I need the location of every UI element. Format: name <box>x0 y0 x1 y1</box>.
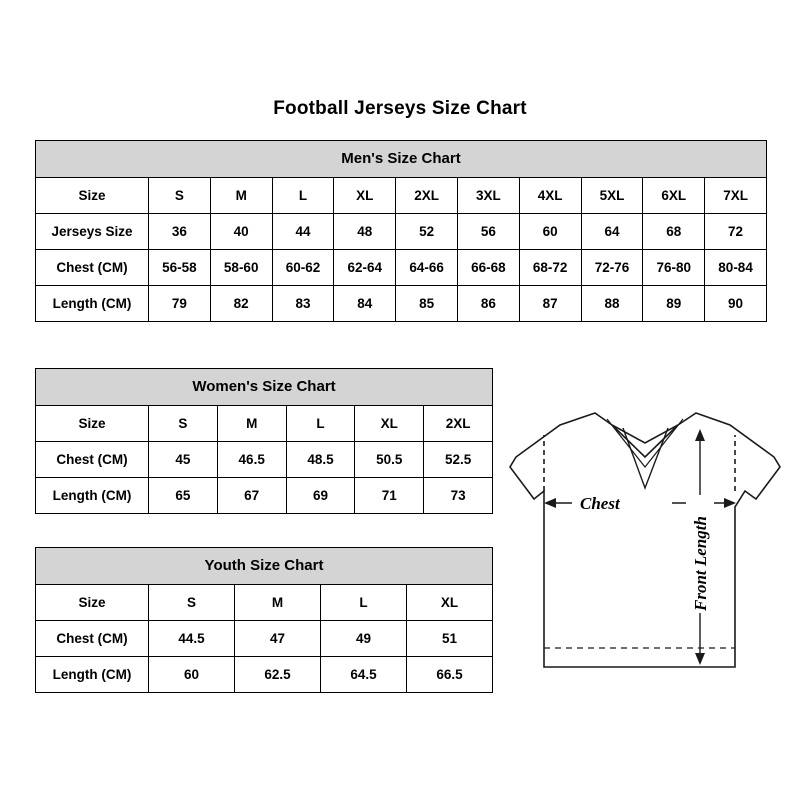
row-header: Jerseys Size <box>36 214 149 250</box>
page-title: Football Jerseys Size Chart <box>273 98 527 119</box>
table-cell: 62-64 <box>334 250 396 286</box>
youth-table-caption: Youth Size Chart <box>35 547 493 584</box>
table-cell: 89 <box>643 286 705 322</box>
table-cell: 50.5 <box>355 442 424 478</box>
table-cell: XL <box>355 406 424 442</box>
table-cell: 44 <box>272 214 334 250</box>
table-cell: 80-84 <box>705 250 767 286</box>
table-cell: 68-72 <box>519 250 581 286</box>
table-cell: 40 <box>210 214 272 250</box>
table-cell: 86 <box>457 286 519 322</box>
table-cell: 72-76 <box>581 250 643 286</box>
table-cell: 71 <box>355 478 424 514</box>
table-cell: 47 <box>235 621 321 657</box>
table-cell: 44.5 <box>149 621 235 657</box>
youth-size-chart <box>35 547 492 693</box>
row-header: Length (CM) <box>36 657 149 693</box>
row-header: Length (CM) <box>36 286 149 322</box>
table-cell: 52 <box>396 214 458 250</box>
row-header: Chest (CM) <box>36 442 149 478</box>
table-cell: 66.5 <box>407 657 493 693</box>
table-cell: 5XL <box>581 178 643 214</box>
youth-size-table <box>35 547 493 693</box>
table-cell: 82 <box>210 286 272 322</box>
table-cell: 88 <box>581 286 643 322</box>
table-cell: 90 <box>705 286 767 322</box>
womens-table-caption: Women's Size Chart <box>35 368 493 405</box>
table-cell: 2XL <box>424 406 493 442</box>
table-row <box>36 178 767 214</box>
table-cell: 64.5 <box>321 657 407 693</box>
table-cell: S <box>149 406 218 442</box>
table-cell: 52.5 <box>424 442 493 478</box>
table-cell: 83 <box>272 286 334 322</box>
table-cell: XL <box>334 178 396 214</box>
table-cell: 66-68 <box>457 250 519 286</box>
table-cell: 72 <box>705 214 767 250</box>
table-cell: L <box>321 585 407 621</box>
table-cell: 58-60 <box>210 250 272 286</box>
table-cell: 48 <box>334 214 396 250</box>
table-row <box>36 621 493 657</box>
table-cell: 85 <box>396 286 458 322</box>
table-row <box>36 214 767 250</box>
table-cell: 2XL <box>396 178 458 214</box>
table-cell: 69 <box>286 478 355 514</box>
womens-size-table <box>35 368 493 514</box>
table-row <box>36 478 493 514</box>
table-cell: 56 <box>457 214 519 250</box>
table-cell: 45 <box>149 442 218 478</box>
table-cell: S <box>149 178 211 214</box>
row-header: Chest (CM) <box>36 250 149 286</box>
table-cell: 56-58 <box>149 250 211 286</box>
table-row <box>36 406 493 442</box>
table-cell: 60 <box>149 657 235 693</box>
table-cell: 49 <box>321 621 407 657</box>
table-cell: 4XL <box>519 178 581 214</box>
table-cell: M <box>217 406 286 442</box>
tshirt-measurement-diagram <box>500 395 790 695</box>
table-cell: 87 <box>519 286 581 322</box>
row-header: Size <box>36 178 149 214</box>
front-length-label: Front Length <box>691 516 710 611</box>
table-cell: 68 <box>643 214 705 250</box>
table-cell: 48.5 <box>286 442 355 478</box>
table-cell: M <box>235 585 321 621</box>
table-cell: M <box>210 178 272 214</box>
table-cell: L <box>272 178 334 214</box>
table-cell: 60 <box>519 214 581 250</box>
row-header: Size <box>36 585 149 621</box>
table-row <box>36 442 493 478</box>
mens-size-chart <box>35 140 766 322</box>
mens-table-caption: Men's Size Chart <box>35 140 767 177</box>
table-cell: 64 <box>581 214 643 250</box>
table-cell: 60-62 <box>272 250 334 286</box>
table-cell: 7XL <box>705 178 767 214</box>
table-cell: 46.5 <box>217 442 286 478</box>
table-cell: 6XL <box>643 178 705 214</box>
table-row <box>36 286 767 322</box>
table-cell: 73 <box>424 478 493 514</box>
womens-size-chart <box>35 368 492 514</box>
table-row <box>36 657 493 693</box>
table-cell: 76-80 <box>643 250 705 286</box>
table-cell: XL <box>407 585 493 621</box>
table-row <box>36 585 493 621</box>
chest-label: Chest <box>580 494 620 513</box>
table-cell: 64-66 <box>396 250 458 286</box>
table-row <box>36 250 767 286</box>
table-cell: 36 <box>149 214 211 250</box>
table-cell: 67 <box>217 478 286 514</box>
mens-size-table <box>35 140 767 322</box>
table-cell: 51 <box>407 621 493 657</box>
row-header: Size <box>36 406 149 442</box>
table-cell: S <box>149 585 235 621</box>
row-header: Length (CM) <box>36 478 149 514</box>
table-cell: L <box>286 406 355 442</box>
row-header: Chest (CM) <box>36 621 149 657</box>
table-cell: 3XL <box>457 178 519 214</box>
table-cell: 84 <box>334 286 396 322</box>
table-cell: 65 <box>149 478 218 514</box>
table-cell: 62.5 <box>235 657 321 693</box>
tshirt-outline-icon <box>500 395 790 695</box>
table-cell: 79 <box>149 286 211 322</box>
